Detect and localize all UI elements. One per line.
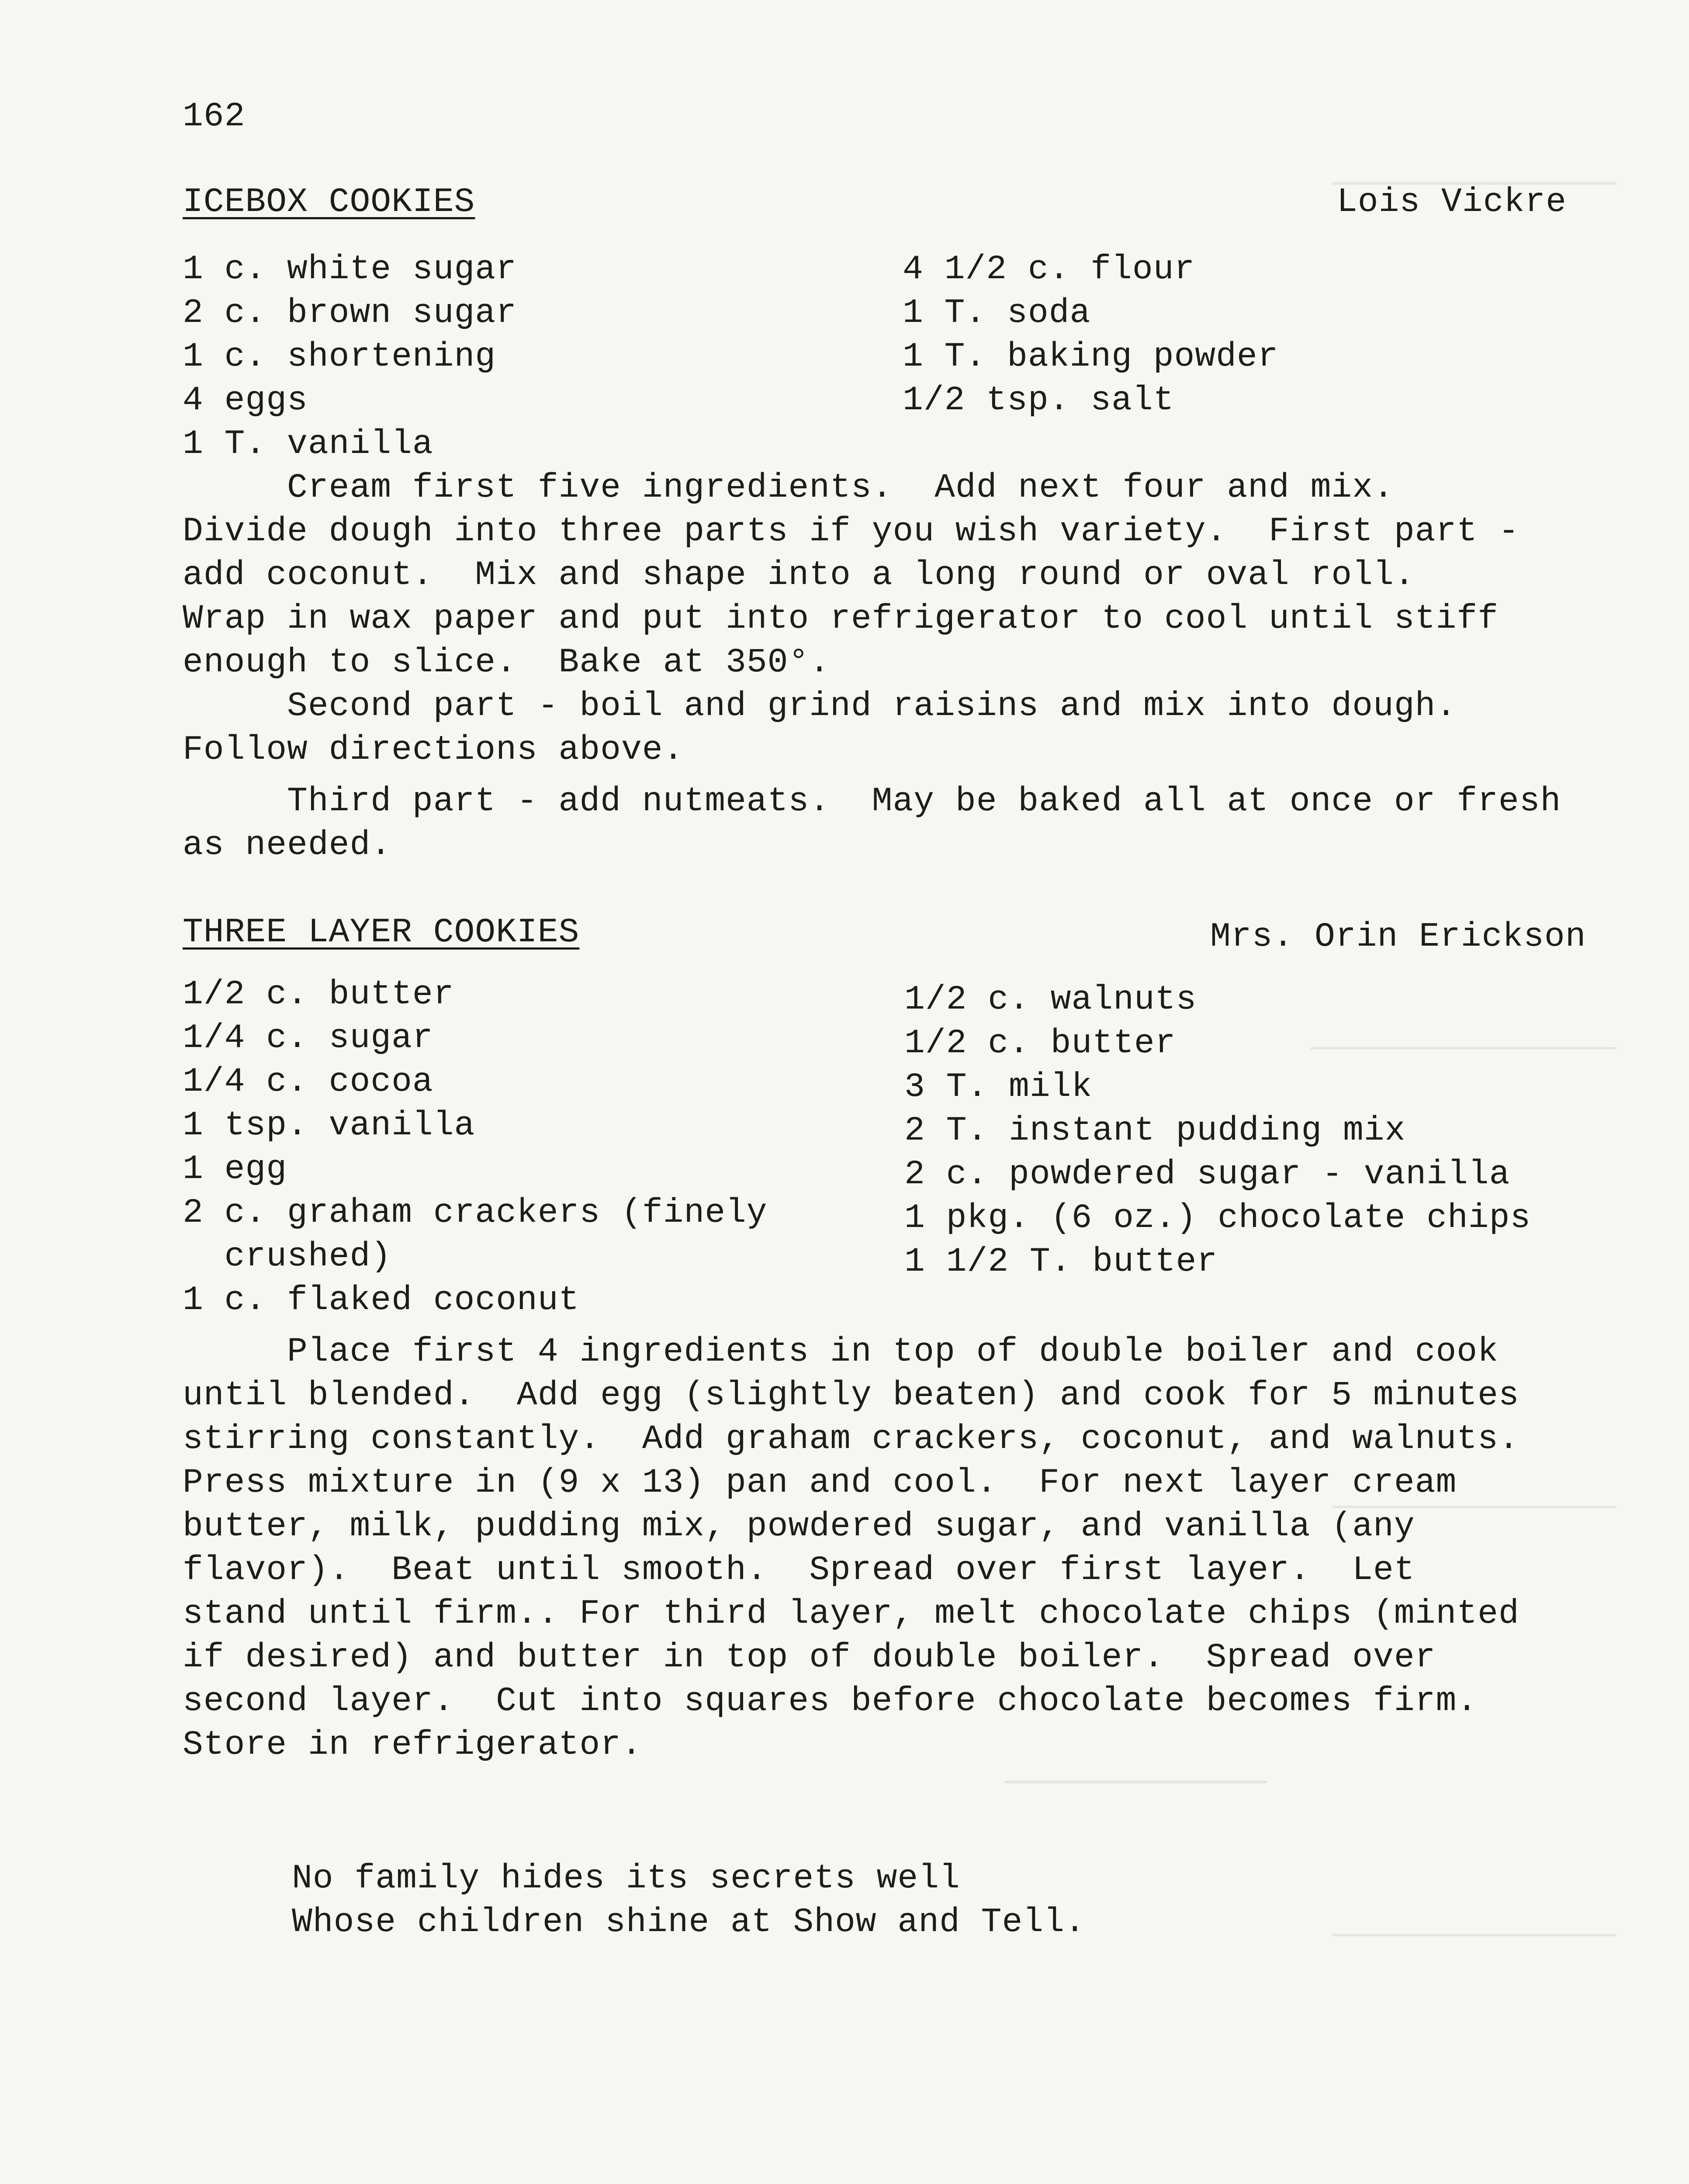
page-number: 162	[183, 97, 246, 136]
recipe-author: Mrs. Orin Erickson	[1210, 918, 1586, 956]
ingredient-left: 1/4 c. cocoa	[183, 1063, 433, 1101]
ingredient-right: 1 T. baking powder	[903, 338, 1279, 376]
ingredient-right: 2 T. instant pudding mix	[904, 1112, 1406, 1150]
direction-line: as needed.	[183, 826, 392, 864]
recipe-title: THREE LAYER COOKIES	[183, 913, 580, 952]
direction-line: second layer. Cut into squares before chocolate becomes firm.	[183, 1682, 1478, 1721]
direction-line: Press mixture in (9 x 13) pan and cool. For next layer cream	[183, 1464, 1457, 1502]
ingredient-right: 1/2 tsp. salt	[903, 381, 1174, 420]
ingredient-right: 1 T. soda	[903, 294, 1091, 332]
ingredient-left: crushed)	[183, 1237, 392, 1276]
ingredient-left: 1 c. shortening	[183, 338, 496, 376]
verse-line: Whose children shine at Show and Tell.	[292, 1903, 1086, 1942]
ingredient-left: 1/2 c. butter	[183, 975, 454, 1014]
ingredient-left: 1 tsp. vanilla	[183, 1106, 475, 1145]
ingredient-left: 2 c. brown sugar	[183, 294, 517, 332]
direction-line: Store in refrigerator.	[183, 1726, 642, 1764]
direction-line: stirring constantly. Add graham crackers, coconut, and walnuts.	[183, 1420, 1519, 1458]
ingredient-left: 1 egg	[183, 1150, 287, 1189]
recipe-author: Lois Vickre	[1337, 183, 1567, 221]
direction-line: butter, milk, pudding mix, powdered sugar, and vanilla (any	[183, 1507, 1415, 1546]
ingredient-left: 1 c. flaked coconut	[183, 1281, 580, 1320]
direction-line: Cream first five ingredients. Add next four and mix.	[183, 469, 1394, 507]
direction-line: Follow directions above.	[183, 731, 684, 769]
ingredient-left: 1/4 c. sugar	[183, 1019, 433, 1057]
direction-line: if desired) and butter in top of double boiler. Spread over	[183, 1638, 1436, 1677]
ingredient-left: 4 eggs	[183, 381, 308, 420]
direction-line: Third part - add nutmeats. May be baked all at once or fresh	[183, 782, 1561, 821]
direction-line: enough to slice. Bake at 350°.	[183, 643, 831, 682]
direction-line: Divide dough into three parts if you wish variety. First part -	[183, 512, 1519, 551]
direction-line: until blended. Add egg (slightly beaten) and cook for 5 minutes	[183, 1376, 1519, 1415]
ingredient-right: 1/2 c. butter	[904, 1024, 1176, 1063]
direction-line: Wrap in wax paper and put into refrigerator to cool until stiff	[183, 600, 1499, 638]
ingredient-right: 3 T. milk	[904, 1068, 1093, 1106]
direction-line: flavor). Beat until smooth. Spread over first layer. Let	[183, 1551, 1415, 1590]
direction-line: Second part - boil and grind raisins and mix into dough.	[183, 687, 1457, 726]
verse-line: No family hides its secrets well	[292, 1859, 960, 1898]
ingredient-left: 1 T. vanilla	[183, 425, 433, 463]
ingredient-left: 1 c. white sugar	[183, 250, 517, 289]
recipe-title: ICEBOX COOKIES	[183, 183, 475, 221]
direction-line: stand until firm.. For third layer, melt chocolate chips (minted	[183, 1595, 1519, 1633]
direction-line: Place first 4 ingredients in top of double boiler and cook	[183, 1333, 1499, 1371]
ingredient-right: 4 1/2 c. flour	[903, 250, 1195, 289]
ingredient-right: 1 pkg. (6 oz.) chocolate chips	[904, 1199, 1531, 1237]
ingredient-right: 1/2 c. walnuts	[904, 981, 1197, 1019]
direction-line: add coconut. Mix and shape into a long round or oval roll.	[183, 556, 1415, 594]
ingredient-right: 1 1/2 T. butter	[904, 1243, 1218, 1281]
ingredient-left: 2 c. graham crackers (finely	[183, 1194, 768, 1232]
ingredient-right: 2 c. powdered sugar - vanilla	[904, 1155, 1510, 1194]
